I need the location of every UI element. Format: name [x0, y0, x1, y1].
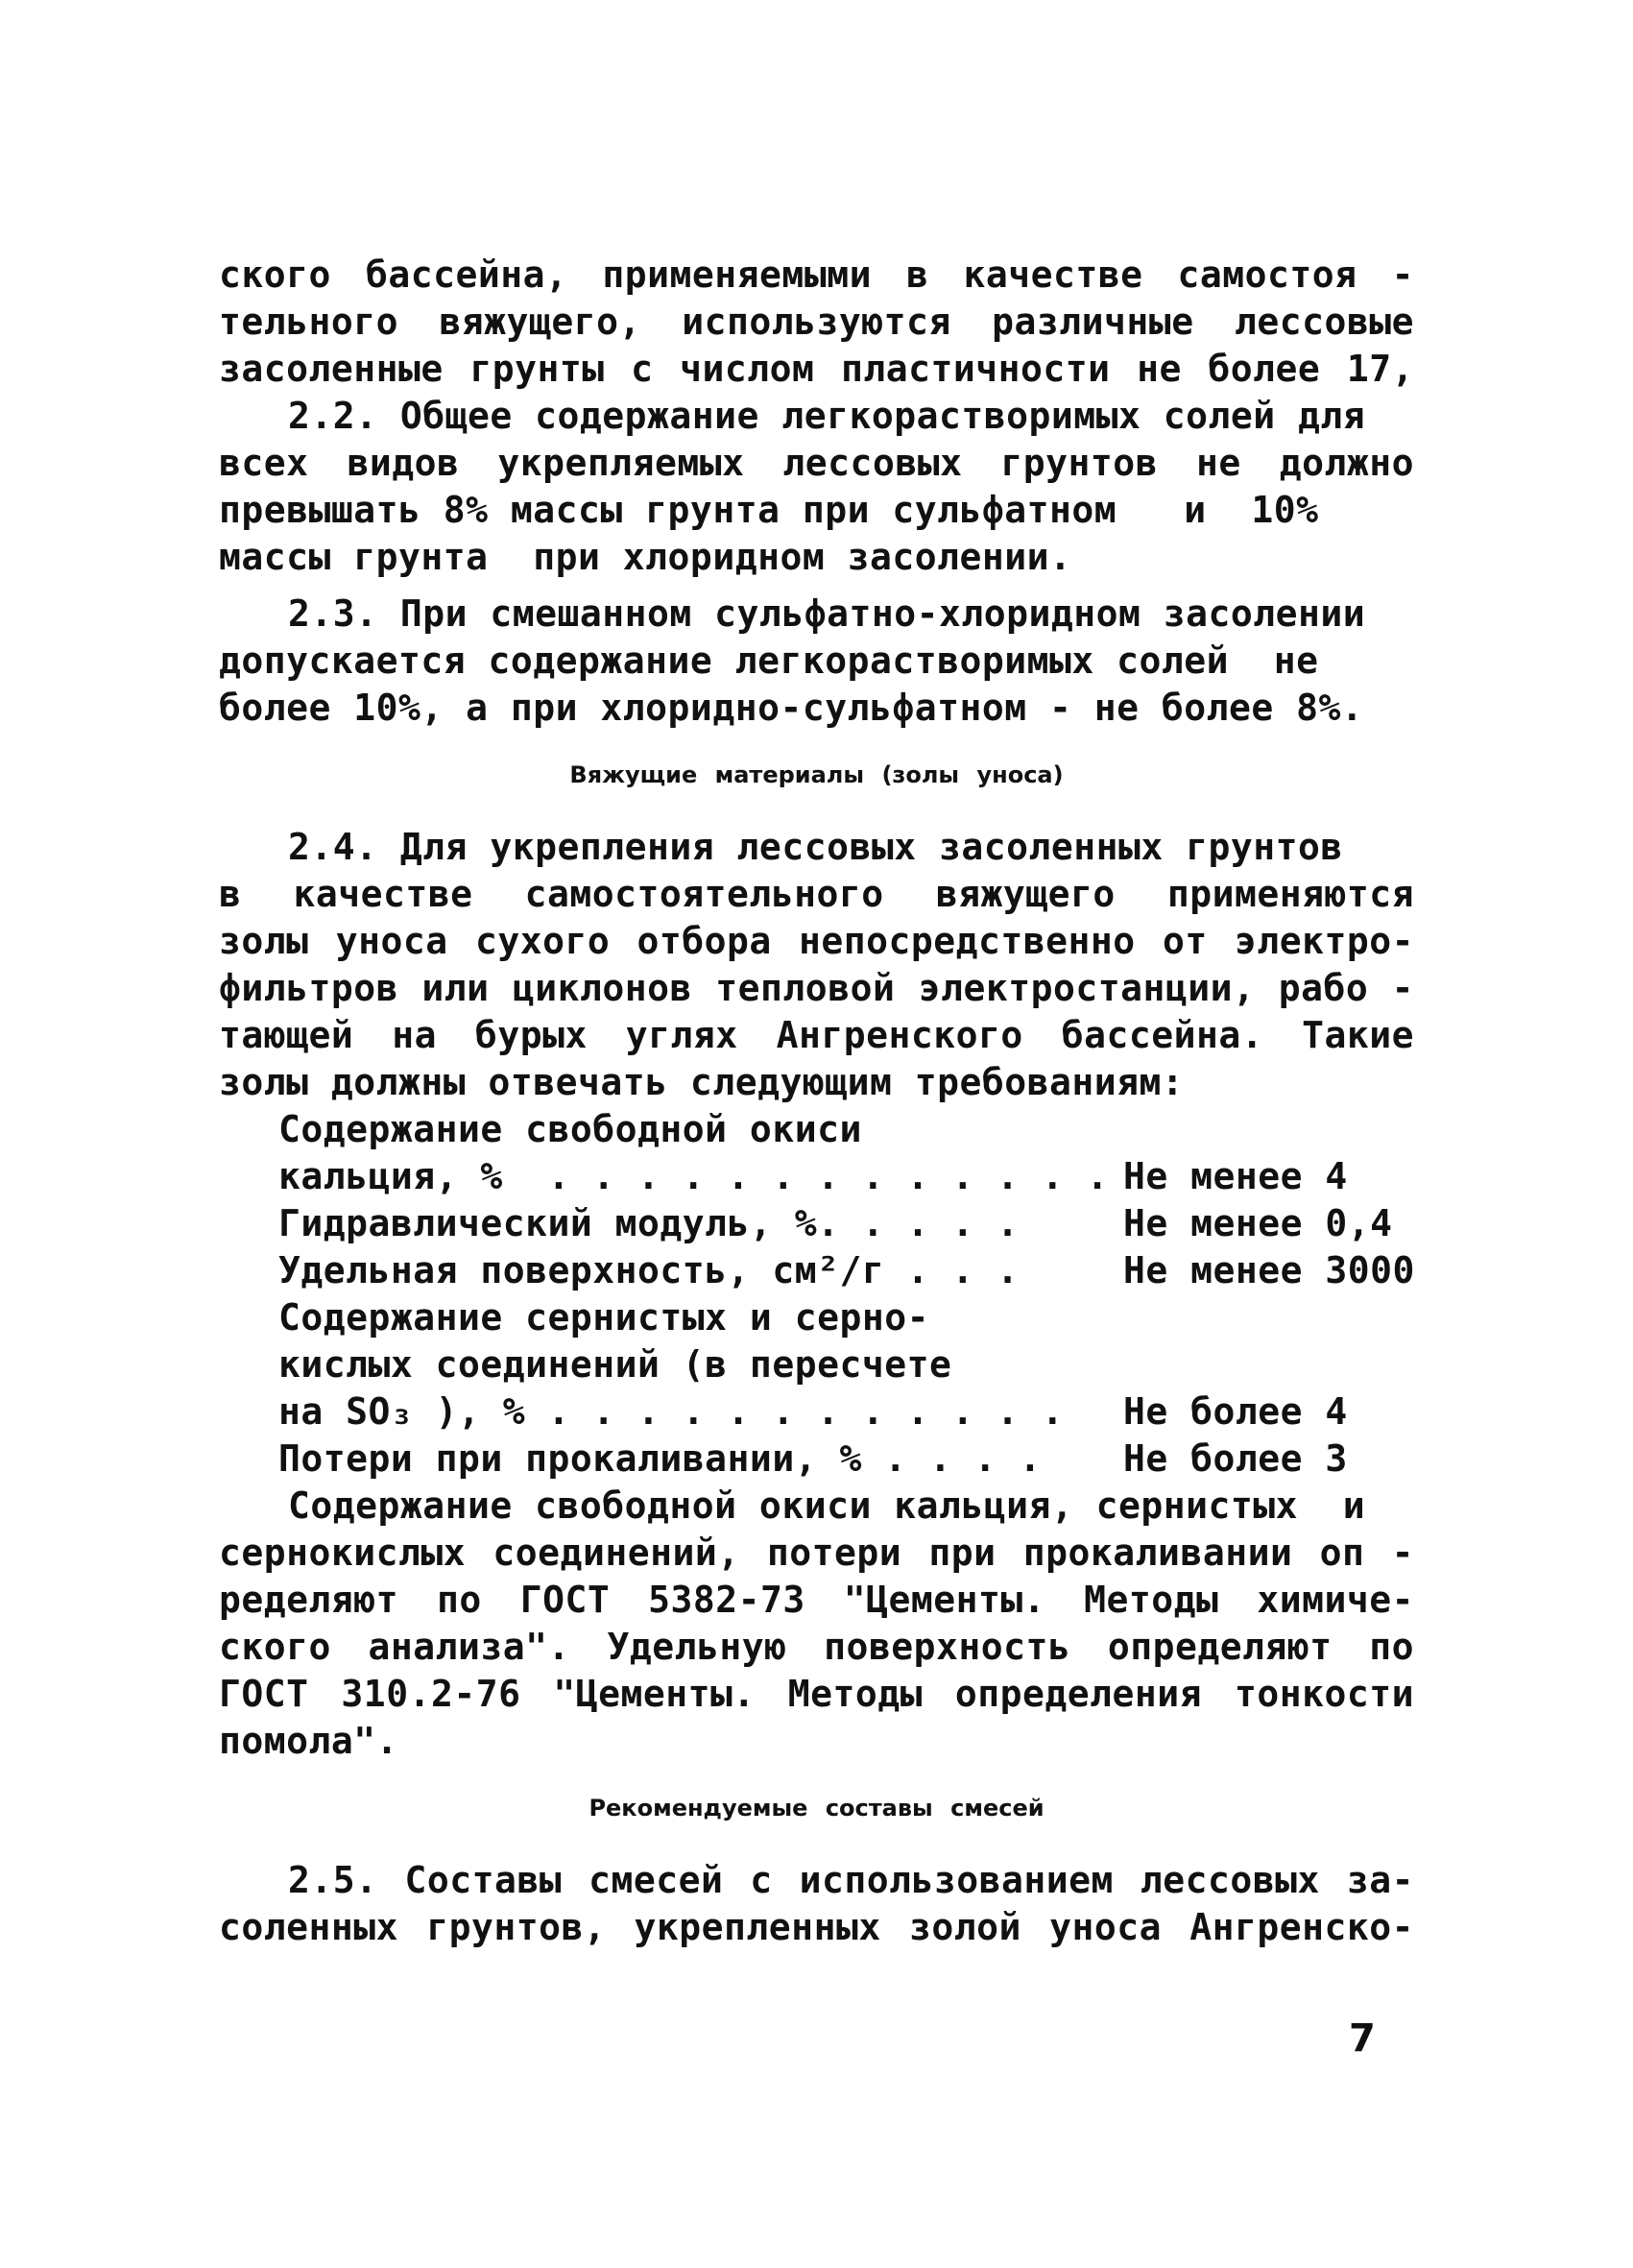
text-line: засоленные грунты с числом пластичности не более 17, — [219, 348, 1414, 390]
requirement-name: Удельная поверхность, см²/г — [278, 1249, 885, 1291]
text-line: Содержание свободной окиси кальция, сернистых и — [288, 1484, 1366, 1527]
requirement-name: на SO₃ ), % — [278, 1390, 526, 1433]
paragraph-methods — [219, 1483, 1414, 1765]
paragraph-intro — [219, 252, 1414, 393]
requirement-value: Не более 4 — [1123, 1390, 1348, 1433]
requirement-name: кальция, % — [278, 1155, 503, 1197]
text-line: всех видов укрепляемых лессовых грунтов не должно — [219, 442, 1414, 484]
text-line: ского бассейна, применяемыми в качестве самостоя - — [219, 253, 1414, 296]
leader-dots: . . . . . . . . . . . . — [525, 1390, 1065, 1433]
paragraph-2-5 — [219, 1857, 1414, 1951]
paragraph-2-4 — [219, 824, 1414, 1106]
requirement-name: Гидравлический модуль, % — [278, 1202, 818, 1244]
text-line: золы уноса сухого отбора непосредственно от электро- — [219, 920, 1414, 962]
section-heading-mixtures: Рекомендуемые составы смесей — [588, 1795, 1045, 1822]
requirement-value: Не менее 3000 — [1123, 1249, 1415, 1291]
text-line: в качестве самостоятельного вяжущего применяются — [219, 873, 1414, 915]
requirements-list — [219, 1106, 1414, 1483]
text-line: 2.2. Общее содержание легкорастворимых солей для — [288, 395, 1366, 437]
paragraph-2-2 — [219, 393, 1414, 581]
text-line: ределяют по ГОСТ 5382-73 "Цементы. Методы химиче- — [219, 1579, 1414, 1621]
requirement-row — [278, 1247, 1414, 1294]
leader-dots: . . . . — [861, 1437, 1042, 1480]
text-line: 2.3. При смешанном сульфатно-хлоридном засолении — [288, 592, 1366, 635]
requirement-row — [278, 1388, 1414, 1436]
requirement-value: Не менее 0,4 — [1123, 1202, 1393, 1244]
document-page — [219, 252, 1414, 1951]
text-line: золы должны отвечать следующим требованиям: — [219, 1061, 1185, 1103]
leader-dots: . . . — [884, 1249, 1020, 1291]
text-line: 2.4. Для укрепления лессовых засоленных грунтов — [288, 826, 1343, 868]
text-line: массы грунта при хлоридном засолении. — [219, 536, 1072, 578]
text-line: ского анализа". Удельную поверхность определяют по — [219, 1626, 1414, 1668]
requirement-name: Потери при прокаливании, % — [278, 1437, 862, 1480]
requirement-row — [278, 1436, 1414, 1483]
leader-dots: . . . . . — [817, 1202, 1020, 1244]
text-line: превышать 8% массы грунта при сульфатном и 10% — [219, 489, 1319, 531]
paragraph-2-3 — [219, 591, 1414, 732]
text-line: ГОСТ 310.2-76 "Цементы. Методы определения тонкости — [219, 1673, 1414, 1715]
page-number: 7 — [1349, 2016, 1376, 2061]
requirement-name: Содержание сернистых и серно- — [278, 1296, 929, 1339]
text-line: 2.5. Составы смесей с использованием лессовых за- — [288, 1859, 1414, 1901]
text-line: тающей на бурых углях Ангренского бассейна. Такие — [219, 1014, 1414, 1056]
text-line: более 10%, а при хлоридно-сульфатном - не более 8%. — [219, 687, 1364, 729]
text-line: тельного вяжущего, используются различные лессовые — [219, 301, 1414, 343]
requirement-name: Содержание свободной окиси — [278, 1108, 862, 1150]
text-line: фильтров или циклонов тепловой электростанции, рабо - — [219, 967, 1414, 1009]
section-heading-binders: Вяжущие материалы (золы уноса) — [569, 761, 1064, 788]
requirement-row — [278, 1200, 1414, 1247]
text-line: сернокислых соединений, потери при прокаливании оп - — [219, 1532, 1414, 1574]
requirement-row — [278, 1153, 1414, 1200]
text-line: допускается содержание легкорастворимых солей не — [219, 639, 1319, 682]
requirement-value: Не более 3 — [1123, 1437, 1348, 1480]
requirement-value: Не менее 4 — [1123, 1155, 1348, 1197]
text-line: соленных грунтов, укрепленных золой уноса Ангренско- — [219, 1906, 1414, 1948]
text-line: помола". — [219, 1720, 399, 1762]
requirement-name: кислых соединений (в пересчете — [278, 1343, 952, 1386]
leader-dots: . . . . . . . . . . . . . — [502, 1155, 1109, 1197]
